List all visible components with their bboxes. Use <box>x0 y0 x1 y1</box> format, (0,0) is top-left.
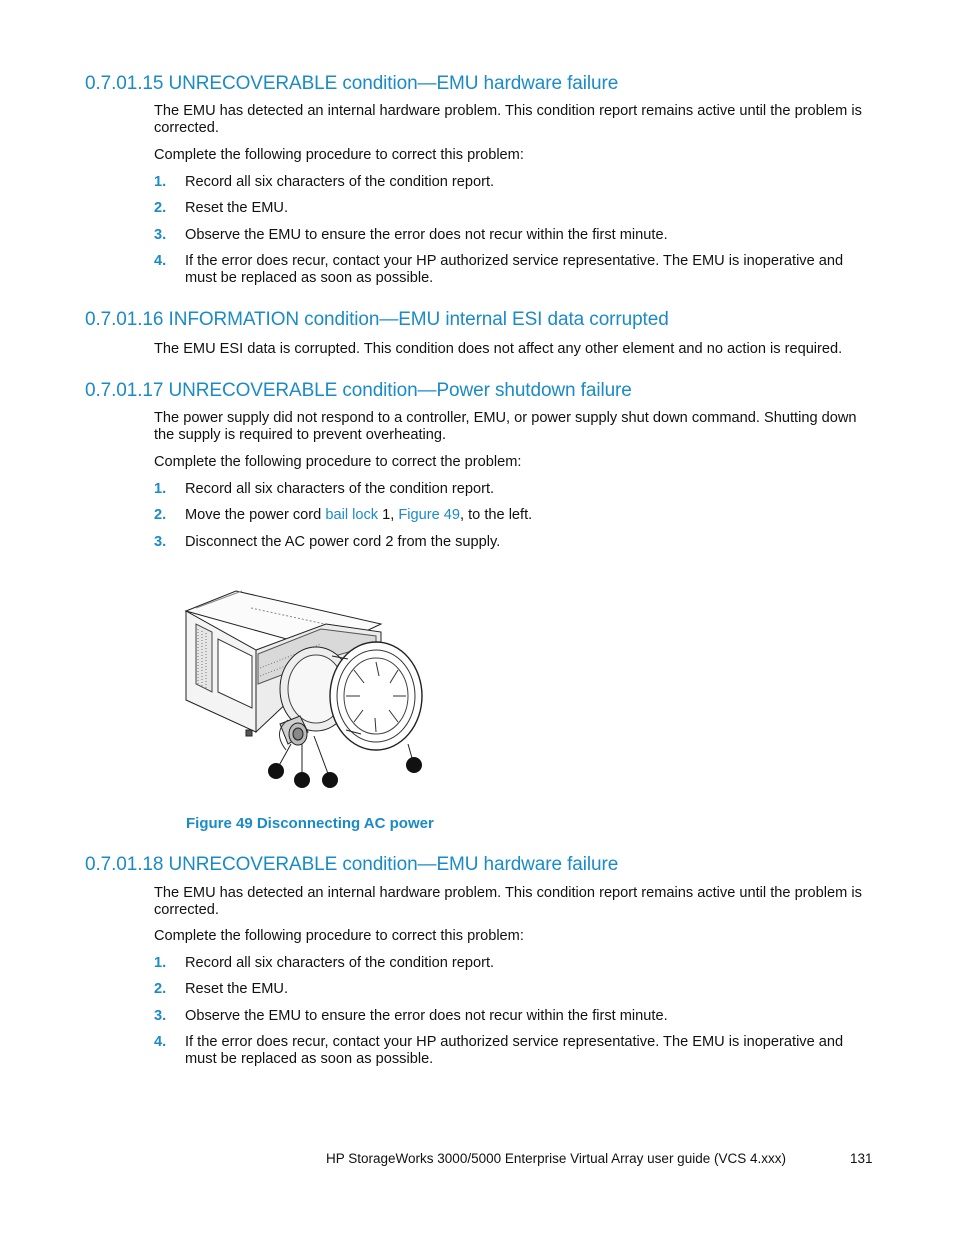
bail-lock-link[interactable]: bail lock <box>325 507 379 523</box>
section-intro: The EMU has detected an internal hardware problem. This condition report remains active until the problem is corrected. <box>154 885 862 918</box>
step-number: 2. <box>154 200 167 216</box>
procedure-intro: Complete the following procedure to correct this problem: <box>154 147 524 163</box>
step-text: Record all six characters of the condition report. <box>185 955 495 971</box>
step-text-before: Move the power cord <box>185 507 326 523</box>
step-text <box>185 507 854 524</box>
figure-49-link[interactable]: Figure 49 <box>398 507 461 523</box>
step-number: 3. <box>154 1008 167 1024</box>
step-text: Observe the EMU to ensure the error does not recur within the first minute. <box>185 1008 668 1024</box>
section-intro: The EMU ESI data is corrupted. This condition does not affect any other element and no action is required. <box>154 341 843 357</box>
step-number: 1. <box>154 174 167 190</box>
power-supply-illustration <box>176 584 436 790</box>
footer-title: HP StorageWorks 3000/5000 Enterprise Virtual Array user guide (VCS 4.xxx) <box>326 1151 786 1166</box>
step-number: 3. <box>154 534 167 550</box>
step-text-after: , to the left. <box>460 507 533 523</box>
step-text: If the error does recur, contact your HP authorized service representative. The EMU is inoperative and must be replaced as soon as possible. <box>185 1034 844 1067</box>
list-item <box>154 955 854 972</box>
page-number: 131 <box>850 1151 873 1166</box>
section-intro: The power supply did not respond to a controller, EMU, or power supply shut down command. Shutting down the supply is required to prevent overheating. <box>154 410 857 443</box>
procedure-intro: Complete the following procedure to correct this problem: <box>154 928 524 944</box>
step-text: Reset the EMU. <box>185 981 289 997</box>
step-number: 1. <box>154 955 167 971</box>
list-item <box>154 253 854 287</box>
list-item <box>154 534 854 551</box>
section-heading: 0.7.01.17 UNRECOVERABLE condition—Power shutdown failure <box>85 380 632 401</box>
list-item <box>154 481 854 498</box>
step-text: If the error does recur, contact your HP authorized service representative. The EMU is inoperative and must be replaced as soon as possible. <box>185 253 844 286</box>
list-item <box>154 507 854 524</box>
step-number: 4. <box>154 253 167 269</box>
figure-caption: Figure 49 Disconnecting AC power <box>186 815 434 832</box>
section-heading: 0.7.01.18 UNRECOVERABLE condition—EMU hardware failure <box>85 854 619 875</box>
section-heading: 0.7.01.16 INFORMATION condition—EMU internal ESI data corrupted <box>85 309 669 330</box>
step-number: 1. <box>154 481 167 497</box>
list-item <box>154 227 854 244</box>
step-text: Disconnect the AC power cord 2 from the supply. <box>185 534 501 550</box>
step-text: Reset the EMU. <box>185 200 289 216</box>
step-text: Observe the EMU to ensure the error does not recur within the first minute. <box>185 227 668 243</box>
section-intro: The EMU has detected an internal hardware problem. This condition report remains active until the problem is corrected. <box>154 103 862 136</box>
step-text-mid: 1, <box>378 507 399 523</box>
list-item <box>154 1008 854 1025</box>
list-item <box>154 174 854 191</box>
procedure-intro: Complete the following procedure to correct the problem: <box>154 454 522 470</box>
step-number: 2. <box>154 507 167 523</box>
step-text: Record all six characters of the condition report. <box>185 174 495 190</box>
list-item <box>154 1034 854 1068</box>
step-number: 3. <box>154 227 167 243</box>
list-item <box>154 200 854 217</box>
list-item <box>154 981 854 998</box>
section-heading: 0.7.01.15 UNRECOVERABLE condition—EMU hardware failure <box>85 73 619 94</box>
step-text: Record all six characters of the condition report. <box>185 481 495 497</box>
step-number: 4. <box>154 1034 167 1050</box>
step-number: 2. <box>154 981 167 997</box>
